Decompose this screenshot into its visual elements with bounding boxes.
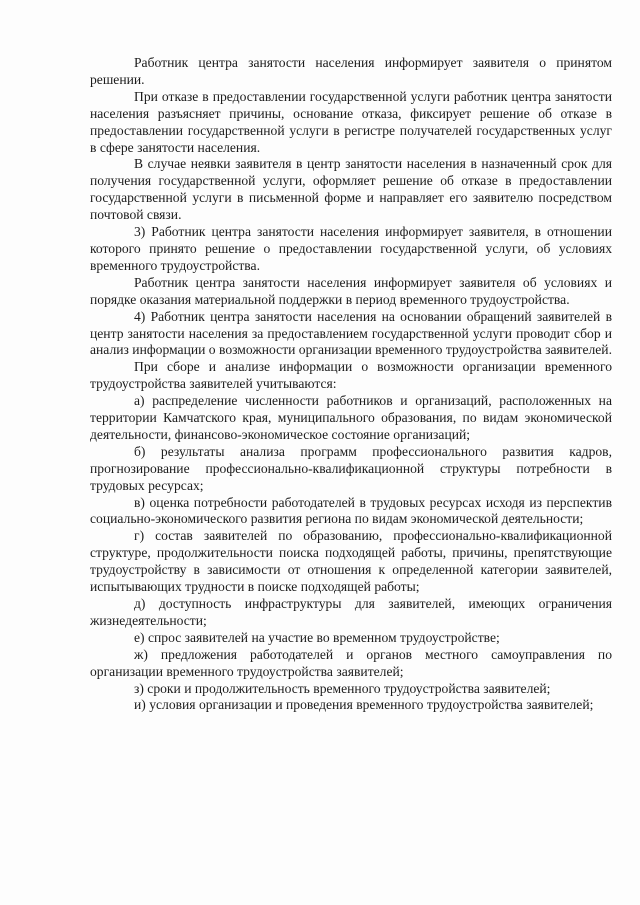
list-item-b: б) результаты анализа программ профессионального развития кадров, прогнозирование профессионально-квалификационной структуры потребности в трудовых ресурсах; (90, 443, 612, 493)
paragraph-analysis-intro: При сборе и анализе информации о возможности организации временного трудоустройства заявителей учитываются: (90, 359, 612, 392)
paragraph-refusal: При отказе в предоставлении государственной услуги работник центра занятости населения разъясняет причины, основание отказа, фиксирует решение об отказе в предоставлении государственной услуги в регистре получателей государственных услуг в сфере занятости населения. (90, 88, 612, 155)
list-item-z: з) сроки и продолжительность временного трудоустройства заявителей; (134, 680, 551, 696)
paragraph-material-support: Работник центра занятости населения информирует заявителя об условиях и порядке оказания материальной поддержки в период временного трудоустройства. (90, 274, 612, 307)
list-item-d: д) доступность инфраструктуры для заявителей, имеющих ограничения жизнедеятельности; (90, 596, 612, 628)
document-body (90, 55, 612, 714)
list-item-a: а) распределение численности работников и организаций, расположенных на территории Камчатского края, муниципального образования, по видам экономической деятельности, финансово-экономическое состояние организаций; (90, 393, 612, 442)
paragraph-inform-decision: Работник центра занятости населения информирует заявителя о принятом решении. (90, 55, 612, 87)
list-item-v: в) оценка потребности работодателей в трудовых ресурсах исходя из перспектив социально-экономического развития региона по видам экономической деятельности; (90, 494, 612, 527)
list-item-zh: ж) предложения работодателей и органов местного самоуправления по организации временного трудоустройства заявителей; (90, 646, 612, 679)
paragraph-item-3: 3) Работник центра занятости населения информирует заявителя, в отношении которого принято решение о предоставлении государственной услуги, об условиях временного трудоустройства. (90, 224, 612, 273)
paragraph-non-appearance: В случае неявки заявителя в центр занятости населения в назначенный срок для получения государственной услуги, оформляет решение об отказе в предоставлении государственной услуги в письменной форме и направляет его заявителю посредством почтовой связи. (90, 156, 612, 223)
paragraph-item-4: 4) Работник центра занятости населения на основании обращений заявителей в центр занятости населения за предоставлением государственной услуги проводит сбор и анализ информации о возможности организации временного трудоустройства заявителей. (90, 308, 612, 358)
list-item-e: е) спрос заявителей на участие во временном трудоустройстве; (134, 629, 500, 645)
list-item-i: и) условия организации и проведения временного трудоустройства заявителей; (134, 697, 594, 713)
list-item-g: г) состав заявителей по образованию, профессионально-квалификационной структуре, продолжительности поиска подходящей работы, причины, препятствующие трудоустройству в зависимости от отношения к определенной категории заявителей, испытывающих трудности в поиске подходящей работы; (90, 528, 612, 595)
